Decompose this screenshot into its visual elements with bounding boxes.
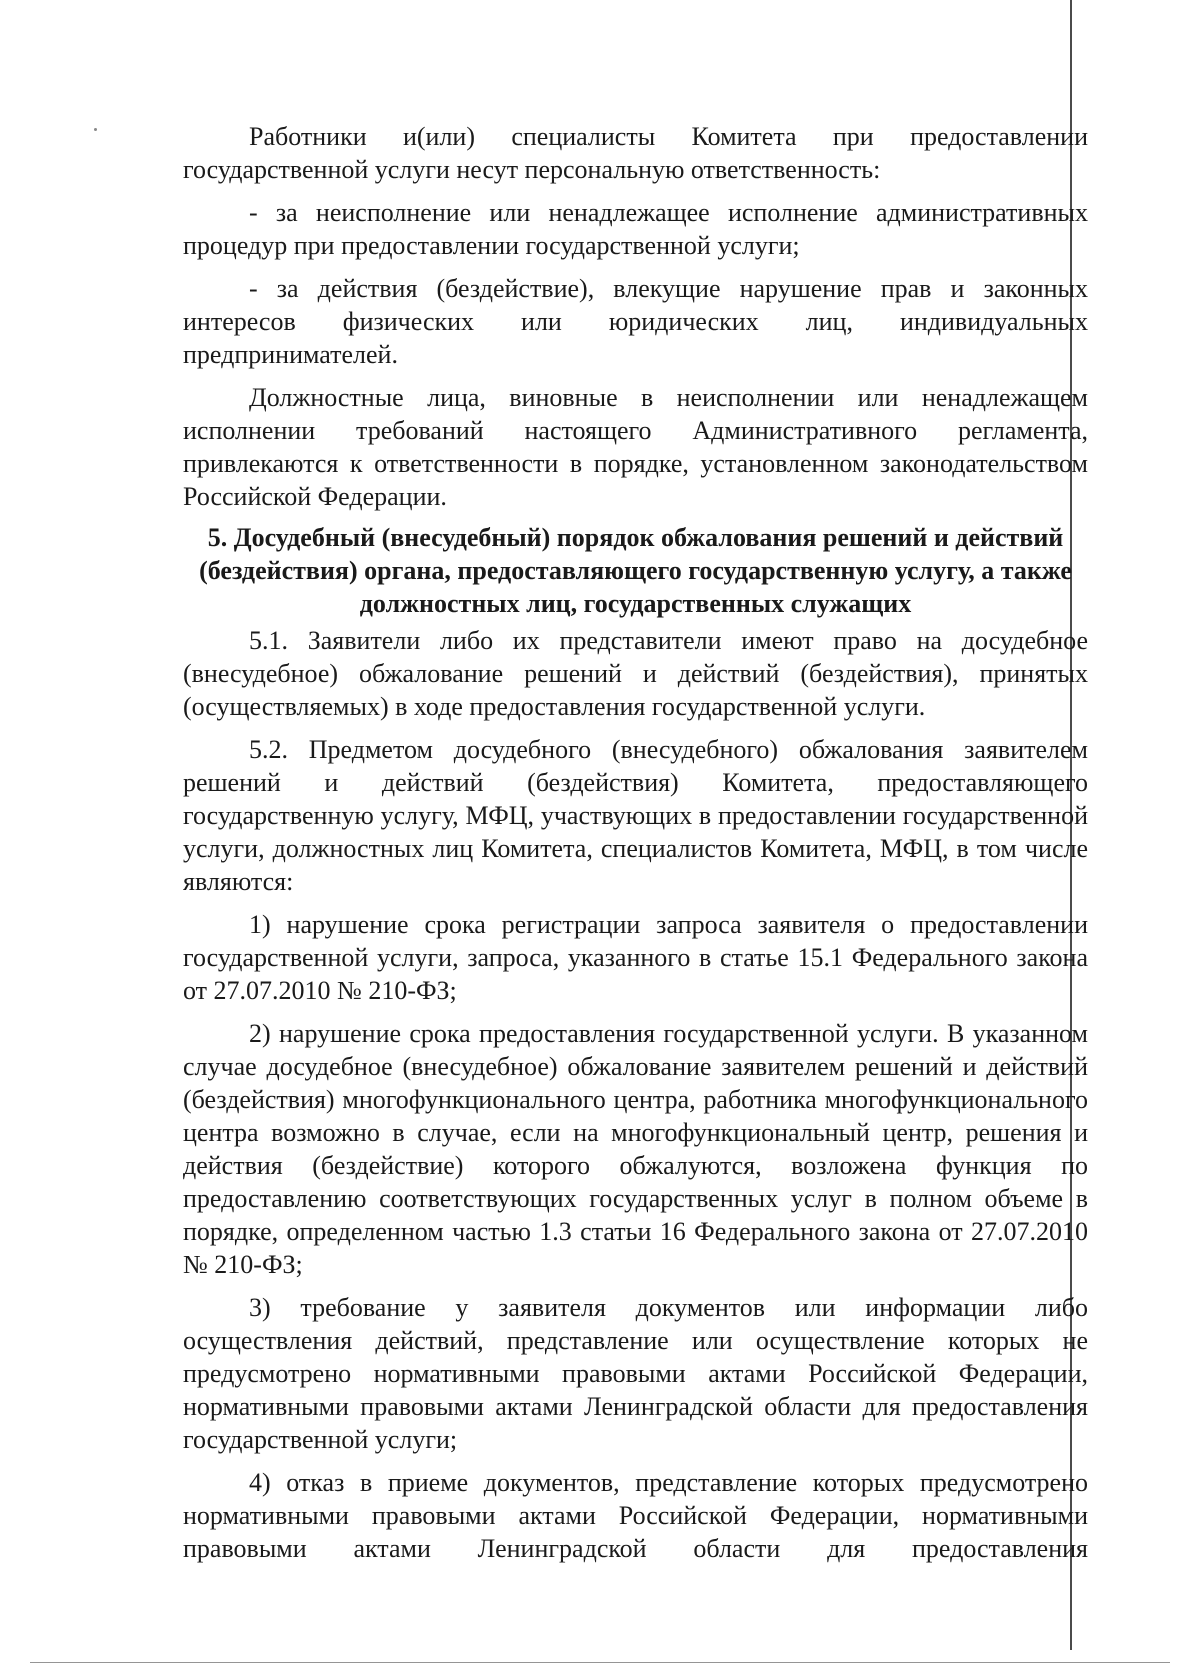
paragraph: 4) отказ в приеме документов, представление которых предусмотрено нормативными правовыми актами Российской Федерации, нормативными правовыми актами Ленинградской области для предоставления	[183, 1468, 1088, 1563]
document-body	[183, 120, 1088, 1569]
paragraph: Работники и(или) специалисты Комитета при предоставлении государственной услуги несут персональную ответственность:	[183, 122, 1088, 184]
paragraph: - за неисполнение или ненадлежащее исполнение административных процедур при предоставлении государственной услуги;	[183, 198, 1088, 260]
section-heading: 5. Досудебный (внесудебный) порядок обжалования решений и действий (бездействия) органа, предоставляющего государственную услугу, а также должностных лиц, государственных служащих	[199, 523, 1072, 618]
paragraph: - за действия (бездействие), влекущие нарушение прав и законных интересов физических или юридических лиц, индивидуальных предпринимателей.	[183, 274, 1088, 369]
paragraph: Должностные лица, виновные в неисполнении или ненадлежащем исполнении требований настоящего Административного регламента, привлекаются к ответственности в порядке, установленном законодательством Российской Федерации.	[183, 383, 1088, 511]
scan-bottom-edge	[30, 1662, 1170, 1663]
scan-speck	[94, 128, 97, 131]
paragraph: 1) нарушение срока регистрации запроса заявителя о предоставлении государственной услуги, запроса, указанного в статье 15.1 Федерального закона от 27.07.2010 № 210-ФЗ;	[183, 910, 1088, 1005]
paragraph: 2) нарушение срока предоставления государственной услуги. В указанном случае досудебное (внесудебное) обжалование заявителем решений и действий (бездействия) многофункционального центра, работника многофункционального центра возможно в случае, если на многофункциональный центр, решения и действия (бездействие) которого обжалуются, возложена функция по предоставлению соответствующих государственных услуг в полном объеме в порядке, определенном частью 1.3 статьи 16 Федерального закона от 27.07.2010 № 210-ФЗ;	[183, 1019, 1088, 1279]
paragraph: 5.2. Предметом досудебного (внесудебного) обжалования заявителем решений и действий (бездействия) Комитета, предоставляющего государственную услугу, МФЦ, участвующих в предоставлении государственной услуги, должностных лиц Комитета, специалистов Комитета, МФЦ, в том числе являются:	[183, 735, 1088, 896]
paragraph: 5.1. Заявители либо их представители имеют право на досудебное (внесудебное) обжалование решений и действий (бездействия), принятых (осуществляемых) в ходе предоставления государственной услуги.	[183, 626, 1088, 721]
paragraph: 3) требование у заявителя документов или информации либо осуществления действий, представление или осуществление которых не предусмотрено нормативными правовыми актами Российской Федерации, нормативными правовыми актами Ленинградской области для предоставления государственной услуги;	[183, 1293, 1088, 1454]
